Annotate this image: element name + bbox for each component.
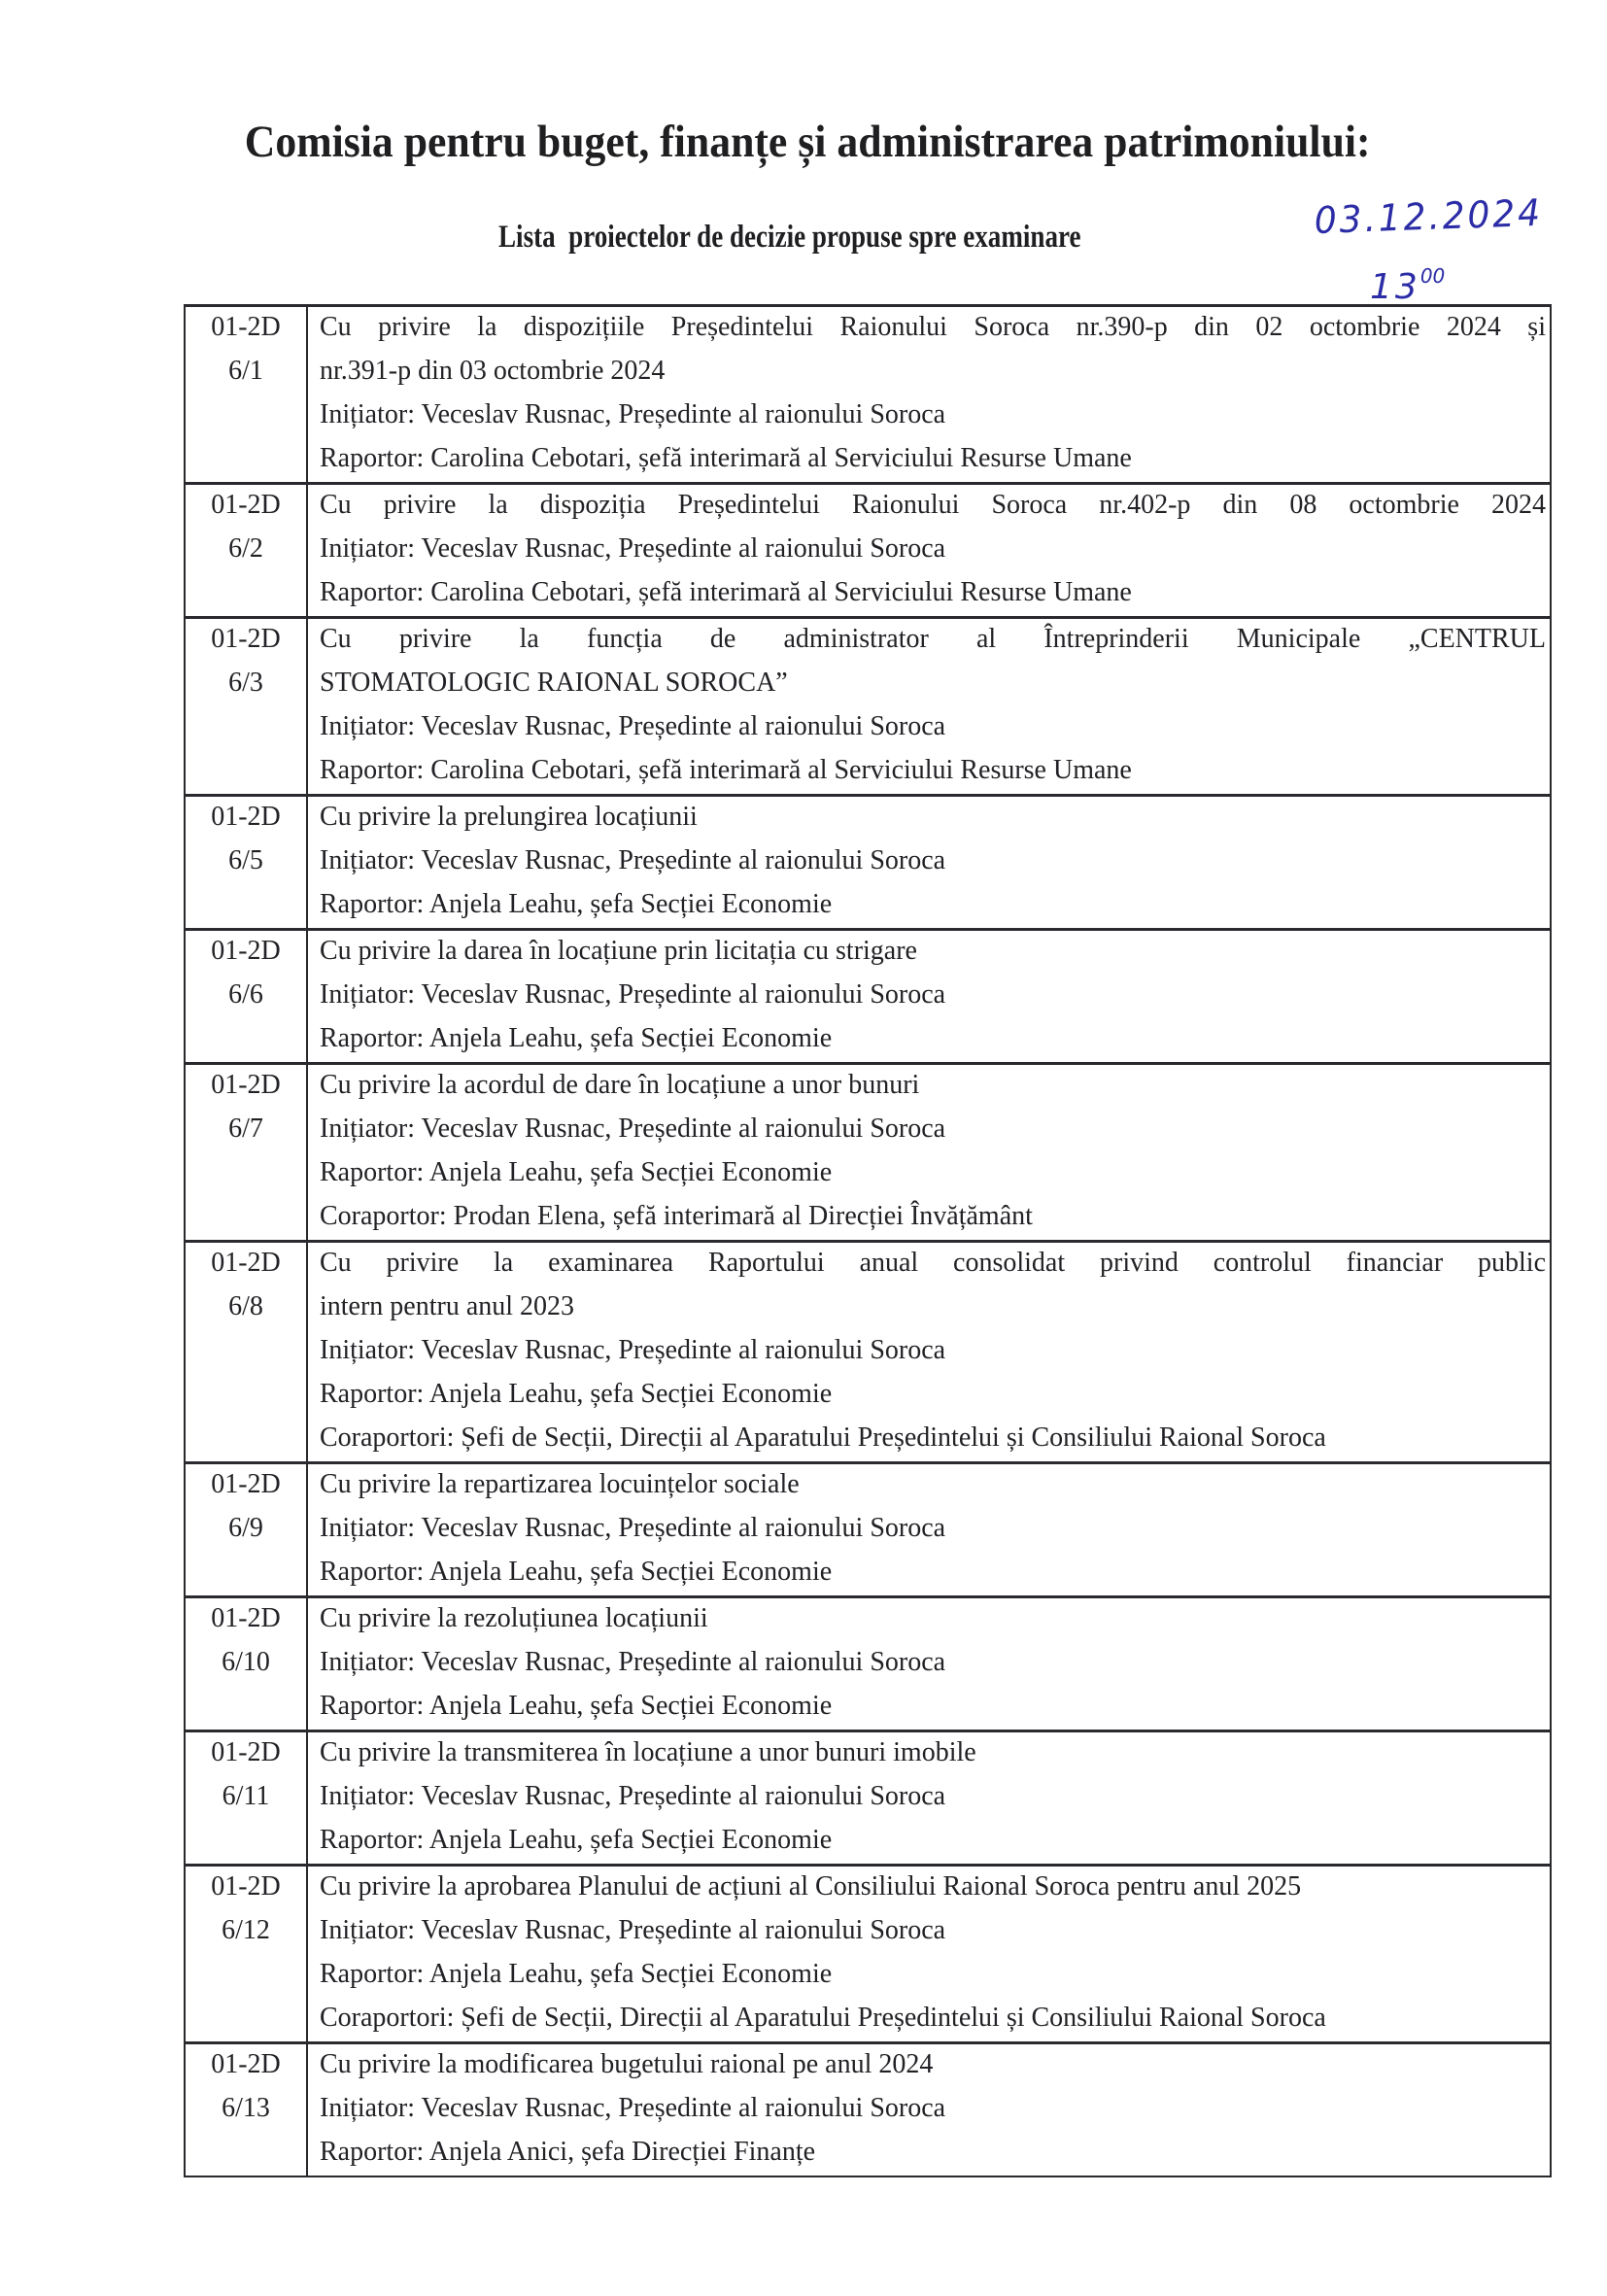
project-code: 01-2D xyxy=(211,1469,281,1499)
project-title-line: Cu privire la dispozițiile Președintelui Raionului Soroca nr.390-p din 02 octombrie 2024 și xyxy=(320,312,1546,342)
project-initiator: Inițiator: Veceslav Rusnac, Președinte al raionului Soroca xyxy=(320,979,946,1010)
project-initiator: Inițiator: Veceslav Rusnac, Președinte al raionului Soroca xyxy=(320,1335,946,1365)
project-code-cell xyxy=(185,1463,307,1597)
project-code-cell xyxy=(185,1731,307,1866)
project-description-cell xyxy=(307,1731,1551,1866)
project-title-line: Cu privire la prelungirea locațiunii xyxy=(320,802,698,832)
project-code: 01-2D xyxy=(211,624,281,654)
project-description-cell xyxy=(307,484,1551,618)
project-code-cell xyxy=(185,1064,307,1242)
project-number: 6/8 xyxy=(228,1291,263,1321)
project-reporter: Raportor: Anjela Leahu, șefa Secției Economie xyxy=(320,889,833,919)
handwritten-time-minutes: 00 xyxy=(1419,264,1446,288)
project-initiator: Inițiator: Veceslav Rusnac, Președinte al raionului Soroca xyxy=(320,1513,946,1543)
project-description-cell xyxy=(307,930,1551,1064)
project-description-cell xyxy=(307,1242,1551,1463)
project-number: 6/7 xyxy=(228,1114,263,1144)
project-code-cell xyxy=(185,1866,307,2043)
project-row xyxy=(185,930,1551,1064)
project-code: 01-2D xyxy=(211,2049,281,2079)
project-code-cell xyxy=(185,930,307,1064)
project-title-line: Cu privire la acordul de dare în locațiune a unor bunuri xyxy=(320,1070,920,1100)
project-row xyxy=(185,306,1551,484)
project-number: 6/5 xyxy=(228,845,263,875)
project-row xyxy=(185,1064,1551,1242)
project-code: 01-2D xyxy=(211,1737,281,1767)
project-code: 01-2D xyxy=(211,936,281,966)
project-co-reporter: Coraportor: Prodan Elena, șefă interimară al Direcției Învățământ xyxy=(320,1201,1033,1231)
project-row xyxy=(185,1731,1551,1866)
project-code: 01-2D xyxy=(211,1248,281,1278)
project-reporter: Raportor: Anjela Leahu, șefa Secției Economie xyxy=(320,1557,833,1587)
project-reporter: Raportor: Anjela Leahu, șefa Secției Economie xyxy=(320,1379,833,1409)
project-reporter: Raportor: Anjela Leahu, șefa Secției Economie xyxy=(320,1959,833,1989)
project-title-line: Cu privire la modificarea bugetului raional pe anul 2024 xyxy=(320,2049,934,2079)
project-code: 01-2D xyxy=(211,802,281,832)
project-description-cell xyxy=(307,618,1551,796)
project-code: 01-2D xyxy=(211,1603,281,1633)
project-code-cell xyxy=(185,1242,307,1463)
project-title-line: Cu privire la aprobarea Planului de acțiuni al Consiliului Raional Soroca pentru anul 2025 xyxy=(320,1871,1302,1902)
project-title-line: Cu privire la transmiterea în locațiune a unor bunuri imobile xyxy=(320,1737,976,1767)
project-number: 6/1 xyxy=(228,356,263,386)
project-title-line: Cu privire la examinarea Raportului anual consolidat privind controlul financiar public xyxy=(320,1248,1546,1278)
project-code-cell xyxy=(185,306,307,484)
project-code-cell xyxy=(185,1597,307,1731)
project-initiator: Inițiator: Veceslav Rusnac, Președinte al raionului Soroca xyxy=(320,1915,946,1945)
project-code-cell xyxy=(185,618,307,796)
document-title: Comisia pentru buget, finanțe și administrarea patrimoniului: xyxy=(244,117,1371,167)
project-code: 01-2D xyxy=(211,1070,281,1100)
project-title-line: Cu privire la dispoziția Președintelui Raionului Soroca nr.402-p din 08 octombrie 2024 xyxy=(320,490,1546,520)
project-initiator: Inițiator: Veceslav Rusnac, Președinte al raionului Soroca xyxy=(320,1781,946,1811)
project-reporter: Raportor: Anjela Leahu, șefa Secției Economie xyxy=(320,1157,833,1187)
project-number: 6/6 xyxy=(228,979,263,1010)
project-number: 6/2 xyxy=(228,533,263,564)
project-description-cell xyxy=(307,1463,1551,1597)
projects-table xyxy=(184,304,1552,2177)
project-code-cell xyxy=(185,484,307,618)
project-initiator: Inițiator: Veceslav Rusnac, Președinte al raionului Soroca xyxy=(320,1114,946,1144)
project-number: 6/11 xyxy=(222,1781,270,1811)
project-reporter: Raportor: Carolina Cebotari, șefă interimară al Serviciului Resurse Umane xyxy=(320,755,1132,785)
project-reporter: Raportor: Carolina Cebotari, șefă interimară al Serviciului Resurse Umane xyxy=(320,443,1132,473)
project-initiator: Inițiator: Veceslav Rusnac, Președinte al raionului Soroca xyxy=(320,2093,946,2123)
project-code-cell xyxy=(185,796,307,930)
project-row xyxy=(185,1597,1551,1731)
project-reporter: Raportor: Anjela Leahu, șefa Secției Economie xyxy=(320,1691,833,1721)
project-row xyxy=(185,1242,1551,1463)
project-title-line: nr.391-p din 03 octombrie 2024 xyxy=(320,356,666,386)
project-initiator: Inițiator: Veceslav Rusnac, Președinte al raionului Soroca xyxy=(320,711,946,741)
project-number: 6/13 xyxy=(222,2093,270,2123)
handwritten-time-hour: 13 xyxy=(1370,267,1420,307)
handwritten-date: 03.12.2024 xyxy=(1314,190,1544,242)
project-title-line: Cu privire la repartizarea locuințelor sociale xyxy=(320,1469,800,1499)
project-reporter: Raportor: Carolina Cebotari, șefă interimară al Serviciului Resurse Umane xyxy=(320,577,1132,607)
project-title-line: Cu privire la darea în locațiune prin licitația cu strigare xyxy=(320,936,917,966)
project-description-cell xyxy=(307,306,1551,484)
project-number: 6/3 xyxy=(228,668,263,698)
project-title-line: Cu privire la rezoluțiunea locațiunii xyxy=(320,1603,708,1633)
project-title-line: intern pentru anul 2023 xyxy=(320,1291,575,1321)
project-code-cell xyxy=(185,2043,307,2177)
project-row xyxy=(185,796,1551,930)
project-title-line: Cu privire la funcția de administrator al Întreprinderii Municipale „CENTRUL xyxy=(320,624,1546,654)
project-code: 01-2D xyxy=(211,1871,281,1902)
project-number: 6/12 xyxy=(222,1915,270,1945)
project-initiator: Inițiator: Veceslav Rusnac, Președinte al raionului Soroca xyxy=(320,399,946,429)
project-row xyxy=(185,618,1551,796)
project-row xyxy=(185,1866,1551,2043)
project-description-cell xyxy=(307,2043,1551,2177)
project-reporter: Raportor: Anjela Leahu, șefa Secției Economie xyxy=(320,1023,833,1053)
project-description-cell xyxy=(307,1866,1551,2043)
project-reporter: Raportor: Anjela Anici, șefa Direcției Finanțe xyxy=(320,2137,816,2167)
project-description-cell xyxy=(307,1597,1551,1731)
project-reporter: Raportor: Anjela Leahu, șefa Secției Economie xyxy=(320,1825,833,1855)
project-co-reporter: Coraportori: Șefi de Secții, Direcții al Aparatului Președintelui și Consiliului Raional Soroca xyxy=(320,1422,1326,1453)
project-title-line: STOMATOLOGIC RAIONAL SOROCA” xyxy=(320,668,788,698)
handwritten-time xyxy=(1370,255,1445,309)
project-row xyxy=(185,1463,1551,1597)
project-description-cell xyxy=(307,1064,1551,1242)
project-co-reporter: Coraportori: Șefi de Secții, Direcții al Aparatului Președintelui și Consiliului Raional Soroca xyxy=(320,2003,1326,2033)
project-number: 6/10 xyxy=(222,1647,270,1677)
project-initiator: Inițiator: Veceslav Rusnac, Președinte al raionului Soroca xyxy=(320,845,946,875)
project-initiator: Inițiator: Veceslav Rusnac, Președinte al raionului Soroca xyxy=(320,533,946,564)
project-description-cell xyxy=(307,796,1551,930)
project-initiator: Inițiator: Veceslav Rusnac, Președinte al raionului Soroca xyxy=(320,1647,946,1677)
project-code: 01-2D xyxy=(211,312,281,342)
document-subtitle: Lista proiectelor de decizie propuse spre examinare xyxy=(498,220,1081,255)
project-code: 01-2D xyxy=(211,490,281,520)
project-row xyxy=(185,484,1551,618)
projects-table-body xyxy=(185,306,1551,2177)
project-number: 6/9 xyxy=(228,1513,263,1543)
project-row xyxy=(185,2043,1551,2177)
